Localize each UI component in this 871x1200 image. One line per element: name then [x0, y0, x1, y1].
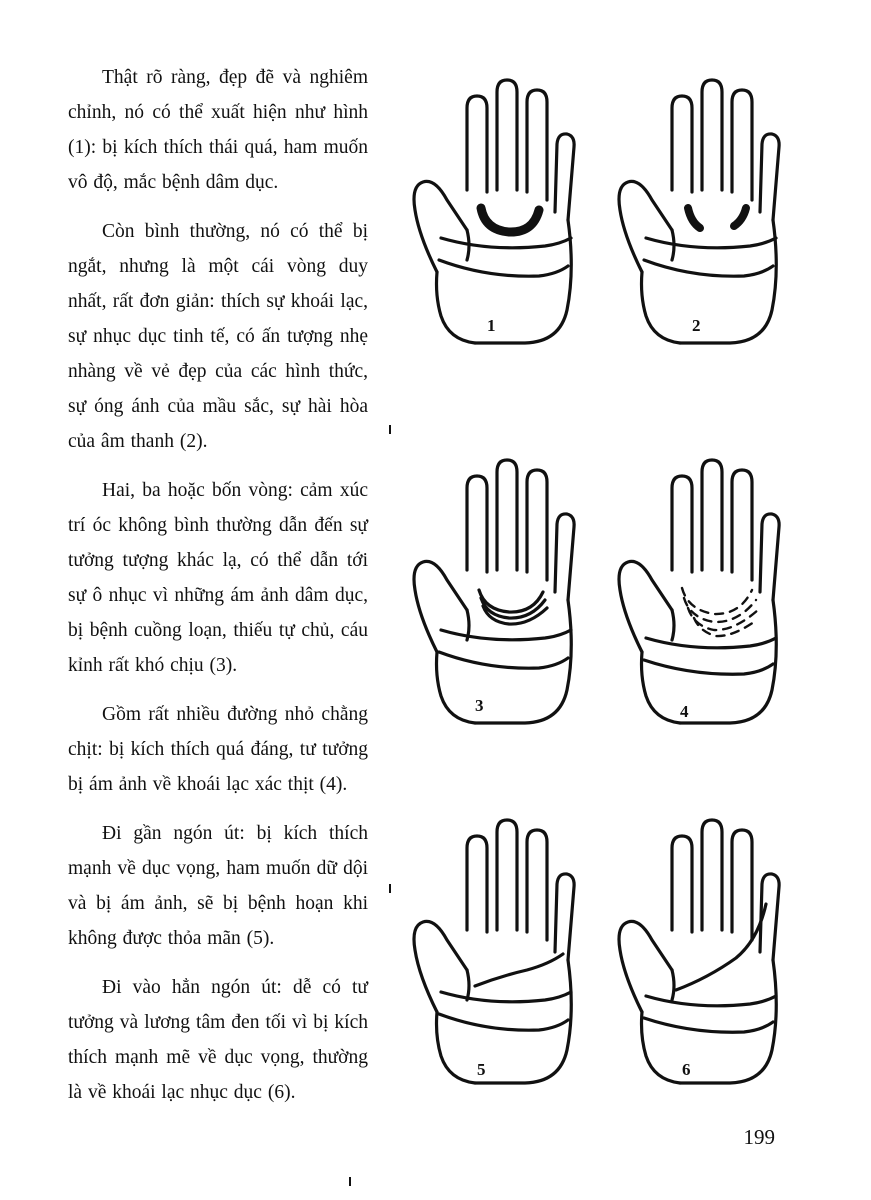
figure-6 [610, 800, 810, 1100]
paragraph-6: Đi vào hẳn ngón út: dễ có tư tưởng và lương tâm đen tối vì bị kích thích mạnh mẽ về dục vọng, thường là về khoái lạc nhục dục (6). [68, 977, 368, 1103]
figure-panel [395, 60, 825, 1080]
body-text-column [68, 60, 368, 1110]
figure-row-2 [395, 440, 825, 740]
paragraph-1: Thật rõ ràng, đẹp đẽ và nghiêm chỉnh, nó có thể xuất hiện như hình (1): bị kích thích thái quá, ham muốn vô độ, mắc bệnh dâm dục. [68, 67, 368, 193]
paragraph-4: Gồm rất nhiều đường nhỏ chằng chịt: bị kích thích quá đáng, tư tưởng bị ám ảnh về khoái lạc xác thịt (4). [68, 704, 368, 795]
figure-2 [610, 60, 810, 360]
figure-5-label: 5 [477, 1060, 486, 1079]
figure-5 [405, 800, 605, 1100]
figure-2-label: 2 [692, 316, 701, 335]
figure-1-label: 1 [487, 316, 496, 335]
figure-6-label: 6 [682, 1060, 691, 1079]
paragraph-5: Đi gần ngón út: bị kích thích mạnh về dục vọng, ham muốn dữ dội và bị ám ảnh, sẽ bị bệnh hoạn khi không được thỏa mãn (5). [68, 823, 368, 949]
figure-4 [610, 440, 810, 740]
figure-row-3 [395, 800, 825, 1100]
page-number: 199 [743, 1125, 775, 1149]
figure-3-label: 3 [475, 696, 484, 715]
figure-row-1 [395, 60, 825, 360]
paragraph-2: Còn bình thường, nó có thể bị ngắt, nhưng là một cái vòng duy nhất, rất đơn giản: thích sự khoái lạc, sự nhục dục tinh tế, có ấn tượng nhẹ nhàng về vẻ đẹp của các hình thức, sự óng ánh của mầu sắc, sự hài hòa của âm thanh (2). [68, 221, 368, 452]
paragraph-3: Hai, ba hoặc bốn vòng: cảm xúc trí óc không bình thường dẫn đến sự tưởng tượng khác lạ, có thể dẫn tới sự ô nhục vì những ám ảnh dâm dục, bị bệnh cuồng loạn, thiếu tự chủ, cáu kỉnh rất khó chịu (3). [68, 480, 368, 676]
figure-4-label: 4 [680, 702, 689, 721]
figure-1 [405, 60, 605, 360]
registration-tick-left [389, 425, 391, 434]
registration-tick-bottom [349, 1177, 351, 1186]
figure-3 [405, 440, 605, 740]
registration-tick-left-2 [389, 884, 391, 893]
